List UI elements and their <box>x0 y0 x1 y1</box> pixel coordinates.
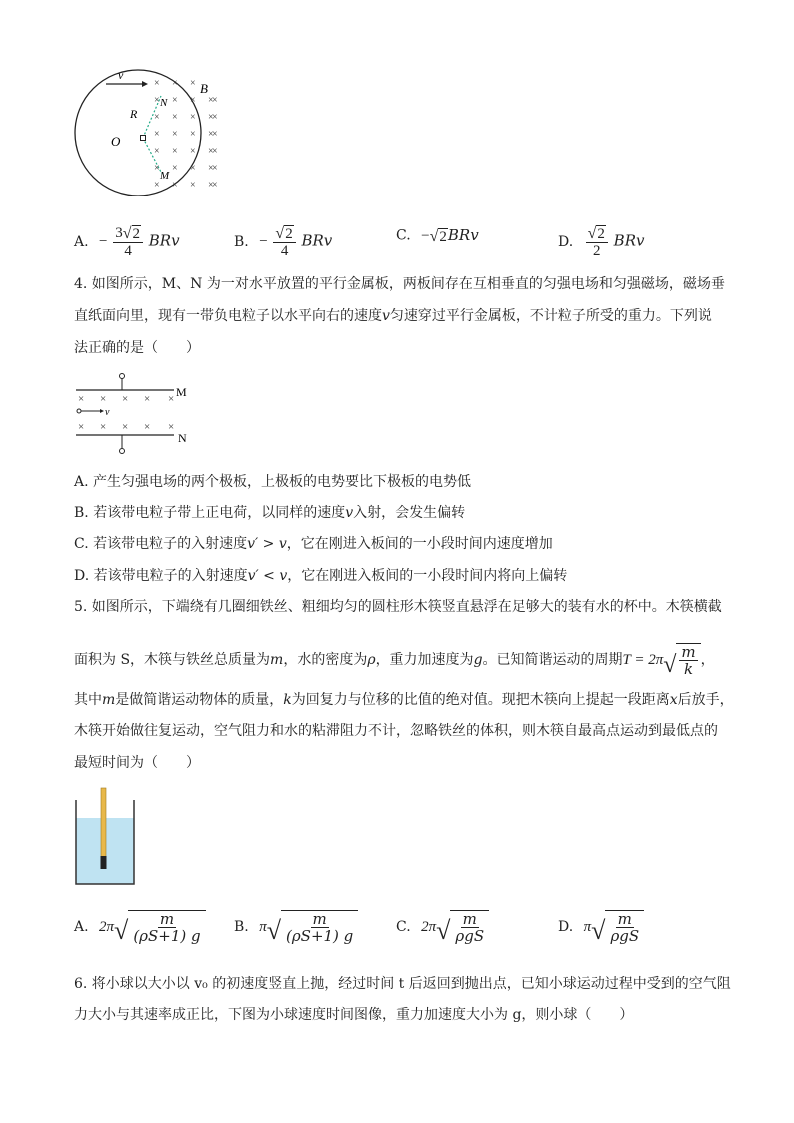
field-crosses <box>78 393 174 433</box>
field-cross: × <box>168 393 175 405</box>
particle <box>77 409 81 413</box>
field-cross: × <box>154 180 160 191</box>
q4-stem-line1: 4. 如图所示，M、N 为一对水平放置的平行金属板，两板间存在互相垂直的匀强电场和匀强磁场，磁场垂 <box>74 276 725 292</box>
field-cross: × <box>144 393 151 405</box>
field-cross: × <box>208 163 214 174</box>
field-cross: × <box>154 95 160 106</box>
top-terminal <box>120 374 125 379</box>
field-cross: × <box>190 78 196 89</box>
q5-stem-line5: 最短时间为（ ） <box>74 755 200 771</box>
q3-option-d[interactable]: D. √ 2 2 BRv <box>558 225 645 260</box>
field-cross: × <box>208 180 214 191</box>
field-cross: × <box>190 180 196 191</box>
q4-option-c[interactable]: C. 若该带电粒子的入射速度v′ > v，它在刚进入板间的一小段时间内速度增加 <box>74 536 553 552</box>
field-cross: × <box>208 146 214 157</box>
field-cross: × <box>212 146 218 157</box>
field-cross: × <box>100 393 107 405</box>
label-B: B <box>200 81 208 96</box>
q3-option-c[interactable]: C. − √ 2 BRv <box>396 226 479 246</box>
q6-stem-line2: 力大小与其速率成正比，下图为小球速度时间图像，重力加速度大小为 g，则小球（ ） <box>74 1007 634 1023</box>
field-cross: × <box>208 129 214 140</box>
q3-figure <box>70 66 230 196</box>
q4-option-b[interactable]: B. 若该带电粒子带上正电荷，以同样的速度v入射，会发生偏转 <box>74 505 466 521</box>
field-cross: × <box>190 112 196 123</box>
field-cross: × <box>122 393 129 405</box>
label-N: N <box>178 431 187 445</box>
q5-option-a[interactable]: A. 2π √ $\frac{m}{(\rho S+1) g}$ <box>74 910 206 944</box>
field-cross: × <box>168 421 175 433</box>
field-cross: × <box>190 95 196 106</box>
q5-stem-line2: 面积为 S，木筷与铁丝总质量为m，水的密度为ρ，重力加速度为g。已知简谐运动的周期T = 2π √ $\frac{m}{k}$ ， <box>74 643 715 678</box>
field-cross: × <box>154 78 160 89</box>
field-cross: × <box>172 95 178 106</box>
label-v: v <box>105 407 110 418</box>
q5-option-d[interactable]: D. π √ $\frac{m}{\text{ρgS}}$ <box>558 910 644 944</box>
field-cross: × <box>212 112 218 123</box>
chopstick <box>101 788 106 858</box>
q3-option-b[interactable]: B. − √ 2 4 BRv <box>234 225 333 260</box>
field-cross: × <box>212 180 218 191</box>
q6-stem-line1: 6. 将小球以大小以 v₀ 的初速度竖直上抛，经过时间 t 后返回到抛出点，已知小球运动过程中受到的空气阻 <box>74 976 731 992</box>
field-cross: × <box>154 112 160 123</box>
field-cross: × <box>212 163 218 174</box>
label-M: M <box>176 385 187 399</box>
q5-figure-svg <box>74 786 138 888</box>
q3-option-a[interactable]: A. − 3 √ 2 4 BRv <box>74 225 180 260</box>
q4-option-a[interactable]: A. 产生匀强电场的两个极板，上极板的电势要比下极板的电势低 <box>74 474 472 490</box>
field-cross: × <box>122 421 129 433</box>
q5-option-c[interactable]: C. 2π √ $\frac{m}{\text{ρgS}}$ <box>396 910 489 944</box>
field-cross: × <box>172 112 178 123</box>
q5-stem-line4: 木筷开始做往复运动，空气阻力和水的粘滞阻力不计，忽略铁丝的体积，则木筷自最高点运动到最低点的 <box>74 723 718 739</box>
iron-wire <box>101 856 107 869</box>
field-cross: × <box>172 163 178 174</box>
label-O: O <box>111 134 121 149</box>
q4-stem-line2: 直纸面向里，现有一带负电粒子以水平向右的速度v匀速穿过平行金属板，不计粒子所受的重力。下列说 <box>74 308 712 324</box>
label-R: R <box>130 107 138 121</box>
field-cross: × <box>154 129 160 140</box>
q5-stem-line1: 5. 如图所示，下端绕有几圈细铁丝、粗细均匀的圆柱形木筷竖直悬浮在足够大的装有水的杯中。木筷横截 <box>74 599 722 615</box>
field-cross: × <box>190 146 196 157</box>
field-cross: × <box>190 129 196 140</box>
q5-stem-line3: 其中m是做简谐运动物体的质量，k为回复力与位移的比值的绝对值。现把木筷向上提起一段距离x后放手， <box>74 692 734 708</box>
label-v: v <box>118 68 124 82</box>
field-cross: × <box>172 146 178 157</box>
circle-region <box>75 70 201 196</box>
field-cross: × <box>190 163 196 174</box>
field-cross: × <box>78 421 85 433</box>
field-cross: × <box>154 146 160 157</box>
q4-figure-svg <box>70 372 200 458</box>
field-cross: × <box>144 421 151 433</box>
q5-option-b[interactable]: B. π √ $\frac{m}{(\rho S+1) g}$ <box>234 910 358 944</box>
q3-figure-svg <box>70 66 230 196</box>
q4-figure <box>70 372 200 458</box>
center-point <box>141 136 146 141</box>
field-cross: × <box>172 129 178 140</box>
q5-figure <box>74 786 138 888</box>
field-cross: × <box>154 163 160 174</box>
field-cross: × <box>172 78 178 89</box>
label-N: N <box>160 97 168 109</box>
field-cross: × <box>208 95 214 106</box>
field-cross: × <box>78 393 85 405</box>
field-cross: × <box>100 421 107 433</box>
field-cross: × <box>212 95 218 106</box>
q4-stem-line3: 法正确的是（ ） <box>74 340 200 356</box>
field-cross: × <box>208 112 214 123</box>
label-M: M <box>160 170 170 182</box>
bottom-terminal <box>120 449 125 454</box>
field-cross: × <box>172 180 178 191</box>
field-cross: × <box>212 129 218 140</box>
q4-option-d[interactable]: D. 若该带电粒子的入射速度v′ < v，它在刚进入板间的一小段时间内将向上偏转 <box>74 568 568 584</box>
